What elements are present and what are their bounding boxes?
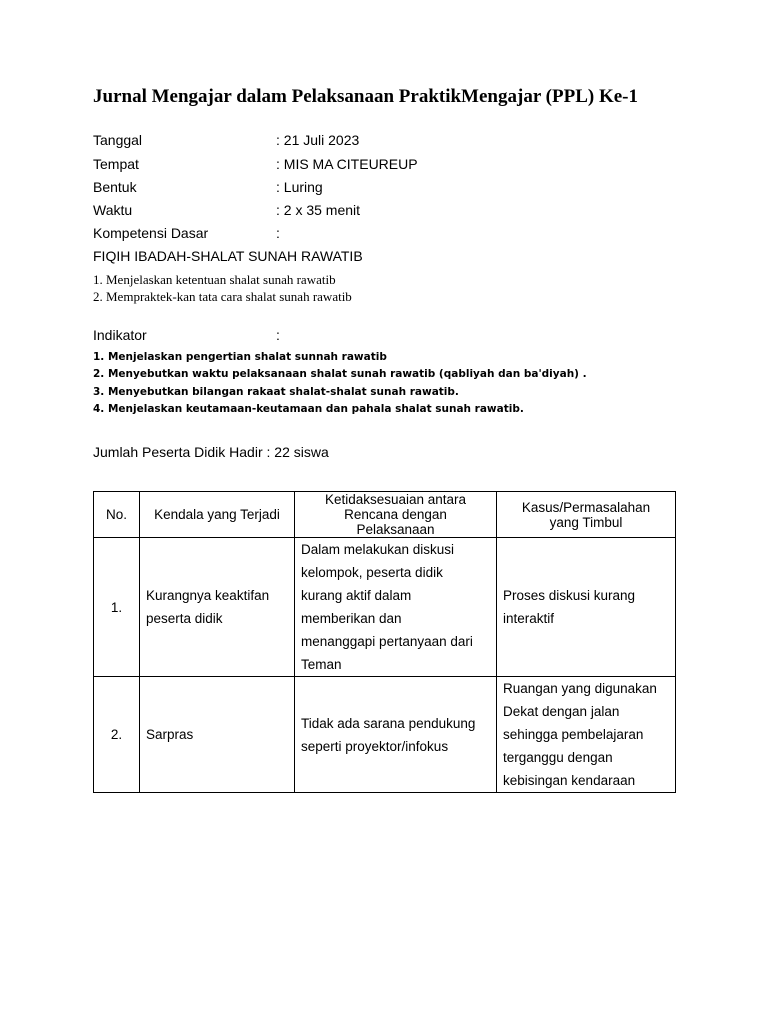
header-line: Pelaksanaan: [356, 522, 435, 537]
subject-heading: FIQIH IBADAH-SHALAT SUNAH RAWATIB: [93, 248, 363, 264]
table-row: [94, 538, 676, 677]
indikator-item: 3. Menyebutkan bilangan rakaat shalat-shalat sunah rawatib.: [93, 386, 459, 398]
cell-line: Proses diskusi kurang: [503, 588, 636, 603]
cell-line: Dekat dengan jalan: [503, 704, 620, 719]
indikator-label: Indikator: [93, 327, 147, 343]
info-label: Waktu: [93, 202, 133, 218]
header-ketidaksesuaian: [295, 492, 497, 538]
info-value: : MIS MA CITEUREUP: [276, 156, 418, 172]
header-kendala: [140, 492, 295, 538]
info-value: : Luring: [276, 179, 323, 195]
cell-ketidaksesuaian: [295, 677, 497, 793]
table-row: [94, 677, 676, 793]
cell-line: Tidak ada sarana pendukung: [301, 715, 476, 731]
header-line: Kasus/Permasalahan: [521, 499, 651, 515]
header-line: yang Timbul: [549, 514, 623, 530]
info-label: Bentuk: [93, 179, 137, 195]
header-line: No.: [105, 507, 127, 522]
cell-line: kurang aktif dalam: [301, 588, 412, 603]
cell-line: interaktif: [503, 611, 555, 626]
header-line: Rencana dengan: [344, 507, 447, 522]
info-label: Tanggal: [93, 132, 143, 148]
kompetensi-item: 1. Menjelaskan ketentuan shalat sunah rawatib: [93, 272, 336, 287]
header-kasus: [497, 492, 676, 538]
cell-line: seperti proyektor/infokus: [301, 738, 449, 754]
cell-no: 1.: [94, 538, 140, 677]
info-value: :: [276, 225, 280, 241]
cell-line: terganggu dengan: [503, 750, 613, 765]
indikator-item: 4. Menjelaskan keutamaan-keutamaan dan pahala shalat sunah rawatib.: [93, 403, 524, 415]
indikator-item: 1. Menjelaskan pengertian shalat sunnah rawatib: [93, 351, 387, 363]
cell-line: sehingga pembelajaran: [503, 727, 644, 742]
cell-kendala: [140, 677, 295, 793]
kompetensi-item: 2. Mempraktek-kan tata cara shalat sunah rawatib: [93, 289, 352, 304]
attendance-line: Jumlah Peserta Didik Hadir : 22 siswa: [93, 444, 329, 460]
cell-line: Kurangnya keaktifan: [146, 588, 270, 603]
cell-line: kelompok, peserta didik: [301, 565, 443, 580]
indikator-value: :: [276, 327, 280, 343]
indikator-item: 2. Menyebutkan waktu pelaksanaan shalat sunah rawatib (qabliyah dan ba'diyah) .: [93, 368, 587, 380]
info-label: Tempat: [93, 156, 139, 172]
cell-no: 2.: [94, 677, 140, 793]
cell-kasus: [497, 677, 676, 793]
cell-line: Ruangan yang digunakan: [503, 681, 657, 696]
cell-line: menanggapi pertanyaan dari: [301, 634, 473, 649]
info-label: Kompetensi Dasar: [93, 225, 209, 241]
cell-line: memberikan dan: [301, 611, 402, 626]
cell-line: Teman: [301, 657, 342, 672]
cell-kendala: [140, 538, 295, 677]
cell-line: Dalam melakukan diskusi: [301, 542, 455, 557]
cell-kasus: [497, 538, 676, 677]
cell-ketidaksesuaian: [295, 538, 497, 677]
header-line: Kendala yang Terjadi: [154, 507, 280, 522]
info-value: : 21 Juli 2023: [276, 132, 360, 148]
cell-line: peserta didik: [146, 611, 223, 626]
header-line: Ketidaksesuaian antara: [324, 492, 467, 507]
kendala-table: [93, 491, 676, 793]
document-title: Jurnal Mengajar dalam Pelaksanaan PraktikMengajar (PPL) Ke-1: [93, 86, 638, 107]
header-no: [94, 492, 140, 538]
cell-line: Sarpras: [146, 727, 194, 742]
cell-line: kebisingan kendaraan: [503, 773, 636, 788]
info-value: : 2 x 35 menit: [276, 202, 361, 218]
table-header-row: [94, 492, 676, 538]
